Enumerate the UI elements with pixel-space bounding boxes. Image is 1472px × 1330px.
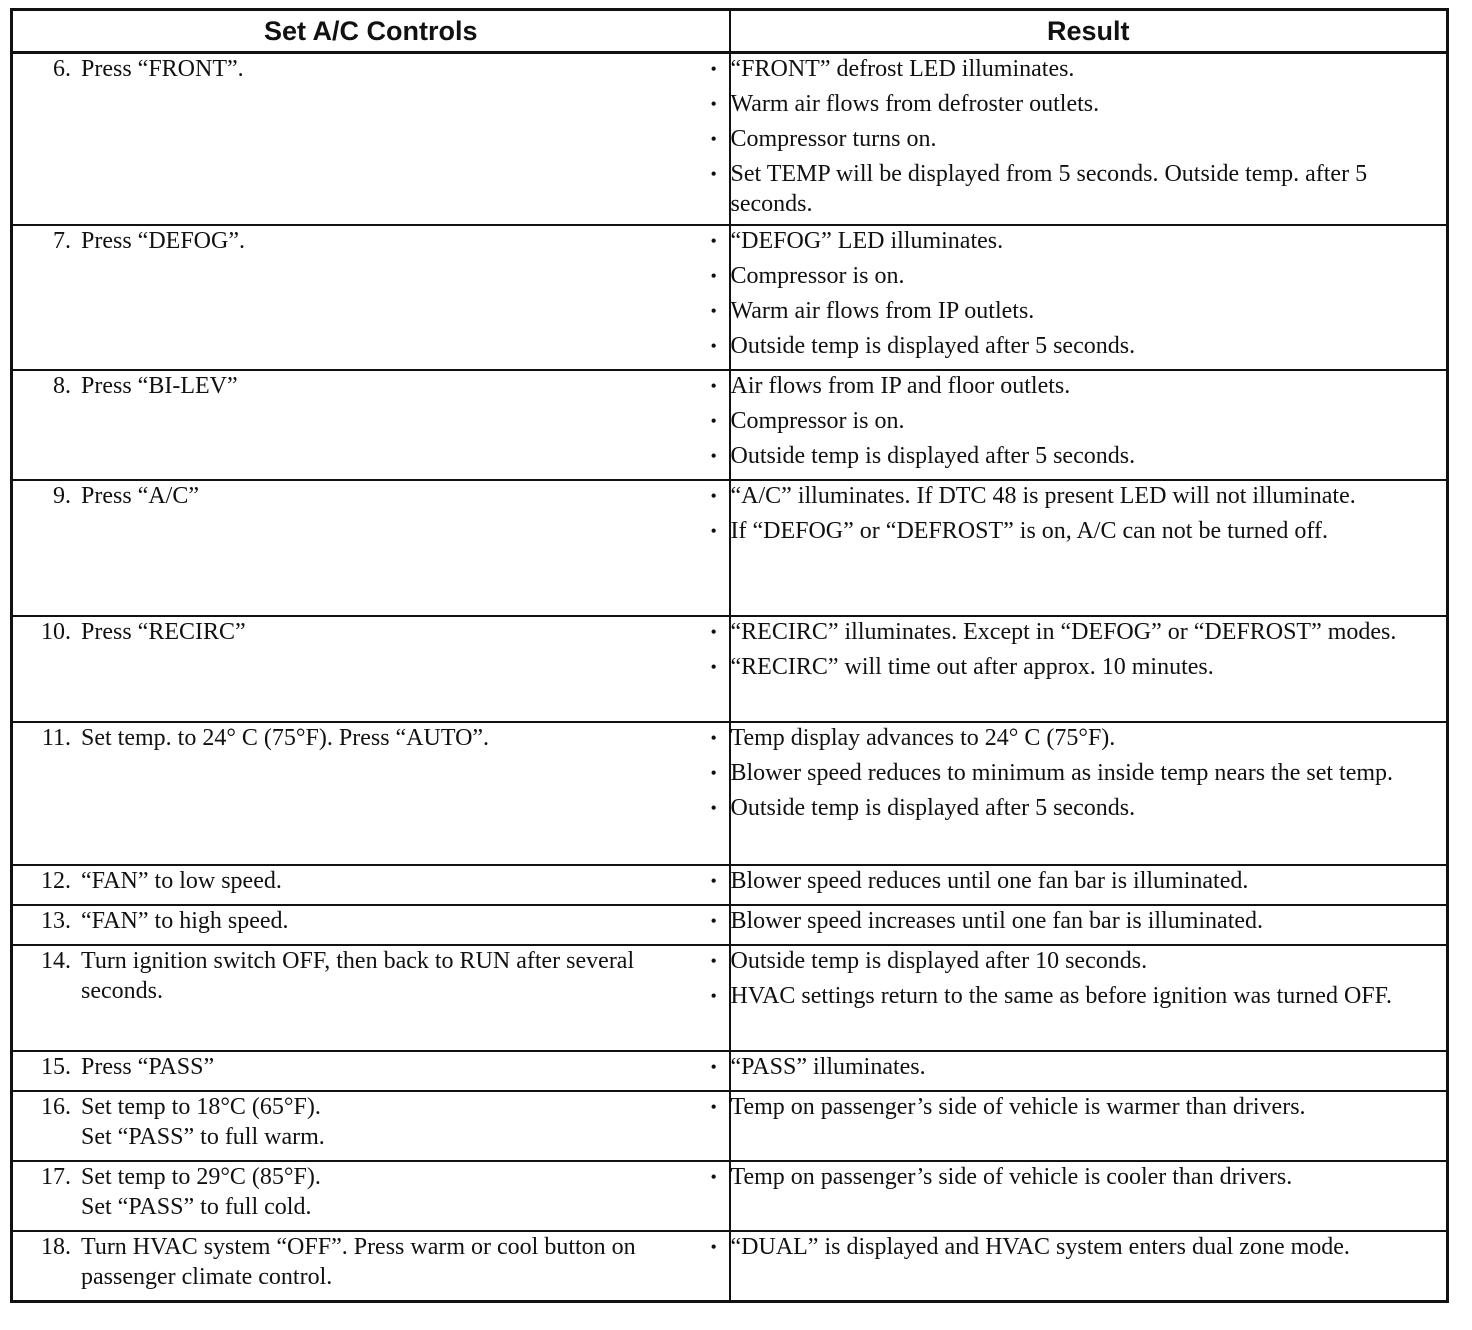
step-number: 11. [41, 725, 71, 751]
table-row [12, 1091, 1448, 1161]
result-list [731, 54, 1447, 219]
result-item: • Outside temp is displayed after 5 seconds. [731, 441, 1447, 471]
result-list [731, 906, 1447, 936]
control-cell [12, 905, 730, 945]
result-item: • Outside temp is displayed after 10 seconds. [731, 946, 1447, 976]
header-result: Result [730, 10, 1448, 53]
result-cell [730, 480, 1448, 616]
control-step: Press “PASS” [81, 1054, 215, 1080]
control-step: Set temp. to 24° C (75°F). Press “AUTO”. [81, 725, 490, 751]
result-item: • Temp on passenger’s side of vehicle is warmer than drivers. [731, 1092, 1447, 1122]
result-item: • Outside temp is displayed after 5 seconds. [731, 793, 1447, 823]
table-header-row [12, 10, 1448, 53]
result-item: • Warm air flows from IP outlets. [731, 296, 1447, 326]
result-cell [730, 370, 1448, 480]
step-number: 12. [41, 868, 71, 894]
result-item: • Warm air flows from defroster outlets. [731, 89, 1447, 119]
control-cell [12, 1051, 730, 1091]
result-item: • Temp on passenger’s side of vehicle is cooler than drivers. [731, 1162, 1447, 1192]
control-step: Press “DEFOG”. [81, 228, 245, 254]
table-row [12, 865, 1448, 905]
table-row [12, 722, 1448, 865]
control-step: Press “RECIRC” [81, 619, 246, 645]
result-list [731, 1052, 1447, 1082]
control-cell [12, 616, 730, 722]
table-body [12, 53, 1448, 1302]
result-cell [730, 225, 1448, 370]
result-list [731, 481, 1447, 546]
result-item: • “FRONT” defrost LED illuminates. [731, 54, 1447, 84]
result-item: • Blower speed increases until one fan bar is illuminated. [731, 906, 1447, 936]
result-item: • “RECIRC” will time out after approx. 10 minutes. [731, 652, 1447, 682]
control-step: Turn ignition switch OFF, then back to RUN after several seconds. [81, 948, 635, 1004]
control-cell [12, 1231, 730, 1301]
control-cell [12, 480, 730, 616]
header-controls: Set A/C Controls [12, 10, 730, 53]
control-cell [12, 370, 730, 480]
control-cell [12, 225, 730, 370]
control-step: Set temp to 18°C (65°F). Set “PASS” to full warm. [81, 1094, 325, 1150]
result-list [731, 723, 1447, 823]
control-step: Set temp to 29°C (85°F). Set “PASS” to full cold. [81, 1164, 321, 1220]
result-list [731, 226, 1447, 361]
result-cell [730, 945, 1448, 1051]
control-cell [12, 865, 730, 905]
result-item: • Air flows from IP and floor outlets. [731, 371, 1447, 401]
result-item: • HVAC settings return to the same as before ignition was turned OFF. [731, 981, 1447, 1011]
control-step: Press “FRONT”. [81, 56, 244, 82]
result-cell [730, 722, 1448, 865]
result-list [731, 617, 1447, 682]
table-row [12, 905, 1448, 945]
step-number: 9. [53, 483, 71, 509]
result-cell [730, 53, 1448, 226]
table-row [12, 945, 1448, 1051]
result-list [731, 1232, 1447, 1262]
step-number: 16. [41, 1094, 71, 1120]
table-row [12, 1161, 1448, 1231]
result-cell [730, 905, 1448, 945]
step-number: 14. [41, 948, 71, 974]
result-list [731, 866, 1447, 896]
control-step: Press “BI-LEV” [81, 373, 238, 399]
table-row [12, 616, 1448, 722]
result-list [731, 946, 1447, 1011]
result-item: • “DUAL” is displayed and HVAC system enters dual zone mode. [731, 1232, 1447, 1262]
result-item: • Blower speed reduces to minimum as inside temp nears the set temp. [731, 758, 1447, 788]
result-item: • Set TEMP will be displayed from 5 seconds. Outside temp. after 5 seconds. [731, 159, 1447, 219]
result-item: • If “DEFOG” or “DEFROST” is on, A/C can not be turned off. [731, 516, 1447, 546]
result-item: • “PASS” illuminates. [731, 1052, 1447, 1082]
result-item: • Outside temp is displayed after 5 seconds. [731, 331, 1447, 361]
result-cell [730, 1231, 1448, 1301]
result-cell [730, 1091, 1448, 1161]
result-item: • “RECIRC” illuminates. Except in “DEFOG” or “DEFROST” modes. [731, 617, 1447, 647]
control-cell [12, 53, 730, 226]
table-row [12, 225, 1448, 370]
step-number: 15. [41, 1054, 71, 1080]
control-step: Turn HVAC system “OFF”. Press warm or cool button on passenger climate control. [81, 1234, 636, 1290]
step-number: 17. [41, 1164, 71, 1190]
control-cell [12, 722, 730, 865]
result-cell [730, 616, 1448, 722]
result-list [731, 1092, 1447, 1122]
result-cell [730, 865, 1448, 905]
table-row [12, 1051, 1448, 1091]
result-list [731, 371, 1447, 471]
table-row [12, 1231, 1448, 1301]
result-list [731, 1162, 1447, 1192]
control-step: Press “A/C” [81, 483, 199, 509]
result-item: • Temp display advances to 24° C (75°F). [731, 723, 1447, 753]
result-item: • Blower speed reduces until one fan bar is illuminated. [731, 866, 1447, 896]
control-cell [12, 1161, 730, 1231]
hvac-test-table [10, 8, 1449, 1303]
step-number: 6. [53, 56, 71, 82]
step-number: 13. [41, 908, 71, 934]
table-row [12, 370, 1448, 480]
step-number: 10. [41, 619, 71, 645]
step-number: 8. [53, 373, 71, 399]
result-item: • Compressor is on. [731, 406, 1447, 436]
result-item: • Compressor turns on. [731, 124, 1447, 154]
result-item: • Compressor is on. [731, 261, 1447, 291]
result-cell [730, 1161, 1448, 1231]
step-number: 7. [53, 228, 71, 254]
control-cell [12, 1091, 730, 1161]
step-number: 18. [41, 1234, 71, 1260]
control-step: “FAN” to high speed. [81, 908, 289, 934]
control-step: “FAN” to low speed. [81, 868, 282, 894]
result-cell [730, 1051, 1448, 1091]
result-item: • “A/C” illuminates. If DTC 48 is present LED will not illuminate. [731, 481, 1447, 511]
table-row [12, 53, 1448, 226]
table-row [12, 480, 1448, 616]
result-item: • “DEFOG” LED illuminates. [731, 226, 1447, 256]
control-cell [12, 945, 730, 1051]
